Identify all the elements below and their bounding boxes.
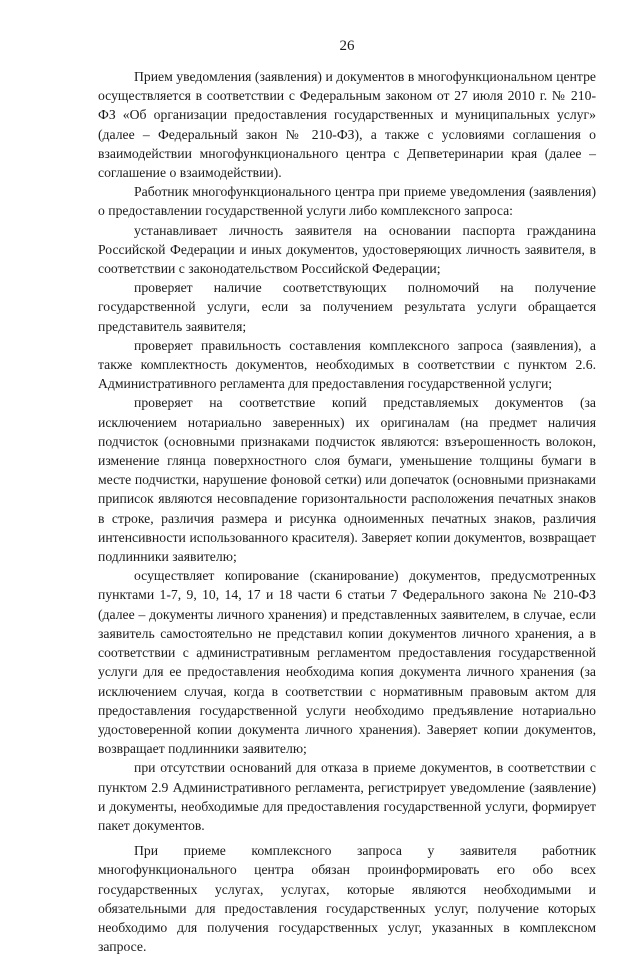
page-number: 26 [339, 38, 355, 54]
paragraph-scanning: осуществляет копирование (сканирование) документов, предусмотренных пунктами 1-7, 9, 10, 14, 17 и 18 части 6 статьи 7 Федерального закона № 210-ФЗ (далее – документы личного хранения) и представленных заявителем, в случае, если заявитель самостоятельно не представил копии документов личного хранения, а в соответствии с административным регламентом предоставления государственной услуги для ее предоставления необходима копия документа личного хранения (за исключением случая, когда в соответствии с нормативным правовым актом для предоставления государственной услуги необходимо предъявление нотариально удостоверенной копии документа личного хранения). Заверяет копии документов, возвращает подлинники заявителю; [98, 568, 596, 757]
paragraph-authority: проверяет наличие соответствующих полномочий на получение государственной услуги, если за получением результата услуги обращается представитель заявителя; [98, 280, 596, 334]
paragraph-identity: устанавливает личность заявителя на основании паспорта гражданина Российской Федерации и иных документов, удостоверяющих личность заявителя, в соответствии с законодательством Российской Федерации; [98, 222, 596, 277]
paragraph-intro: Прием уведомления (заявления) и документов в многофункциональном центре осуществляется в соответствии с Федеральным законом от 27 июля 2010 г. № 210-ФЗ «Об организации предоставления государственных и муниципальных услуг» (далее – Федеральный закон № 210-ФЗ), а также с условиями соглашения о взаимодействии многофункционального центра с Депветеринарии края (далее – соглашение о взаимодействии). [98, 69, 596, 181]
paragraph-worker-duties: Работник многофункционального центра при приеме уведомления (заявления) о предоставлении государственной услуги либо комплексного запроса: [98, 184, 596, 219]
paragraph-completeness: проверяет правильность составления комплексного запроса (заявления), а также комплектность документов, необходимых в соответствии с пунктом 2.6. Административного регламента для предоставления государственной услуги; [98, 337, 596, 392]
paragraph-copies-check: проверяет на соответствие копий представляемых документов (за исключением нотариально заверенных) их оригиналам (на предмет наличия подчисток (основными признаками подчисток являются: взъерошенность волокон, изменение глянца поверхностного слоя бумаги, уменьшение толщины бумаги в месте подчистки, нарушение фоновой сетки) или допечаток (основными признаками приписок являются несовпадение горизонтальности расположения печатных знаков в строке, различия размера и рисунка одноименных печатных знаков, различия интенсивности использованного красителя). Заверяет копии документов, возвращает подлинники заявителю; [98, 395, 596, 565]
paragraph-complex-request: При приеме комплексного запроса у заявителя работник многофункционального центра обязан проинформировать его обо всех государственных услугах, услугах, которые являются необходимыми и обязательными для предоставления государственных услуг, получение которых необходимо для получения государственных услуг, указанных в комплексном запросе. [98, 843, 596, 955]
paragraph-registration: при отсутствии оснований для отказа в приеме документов, в соответствии с пунктом 2.9 Административного регламента, регистрирует уведомление (заявление) и документы, необходимые для предоставления государственной услуги, формирует пакет документов. [98, 760, 596, 833]
